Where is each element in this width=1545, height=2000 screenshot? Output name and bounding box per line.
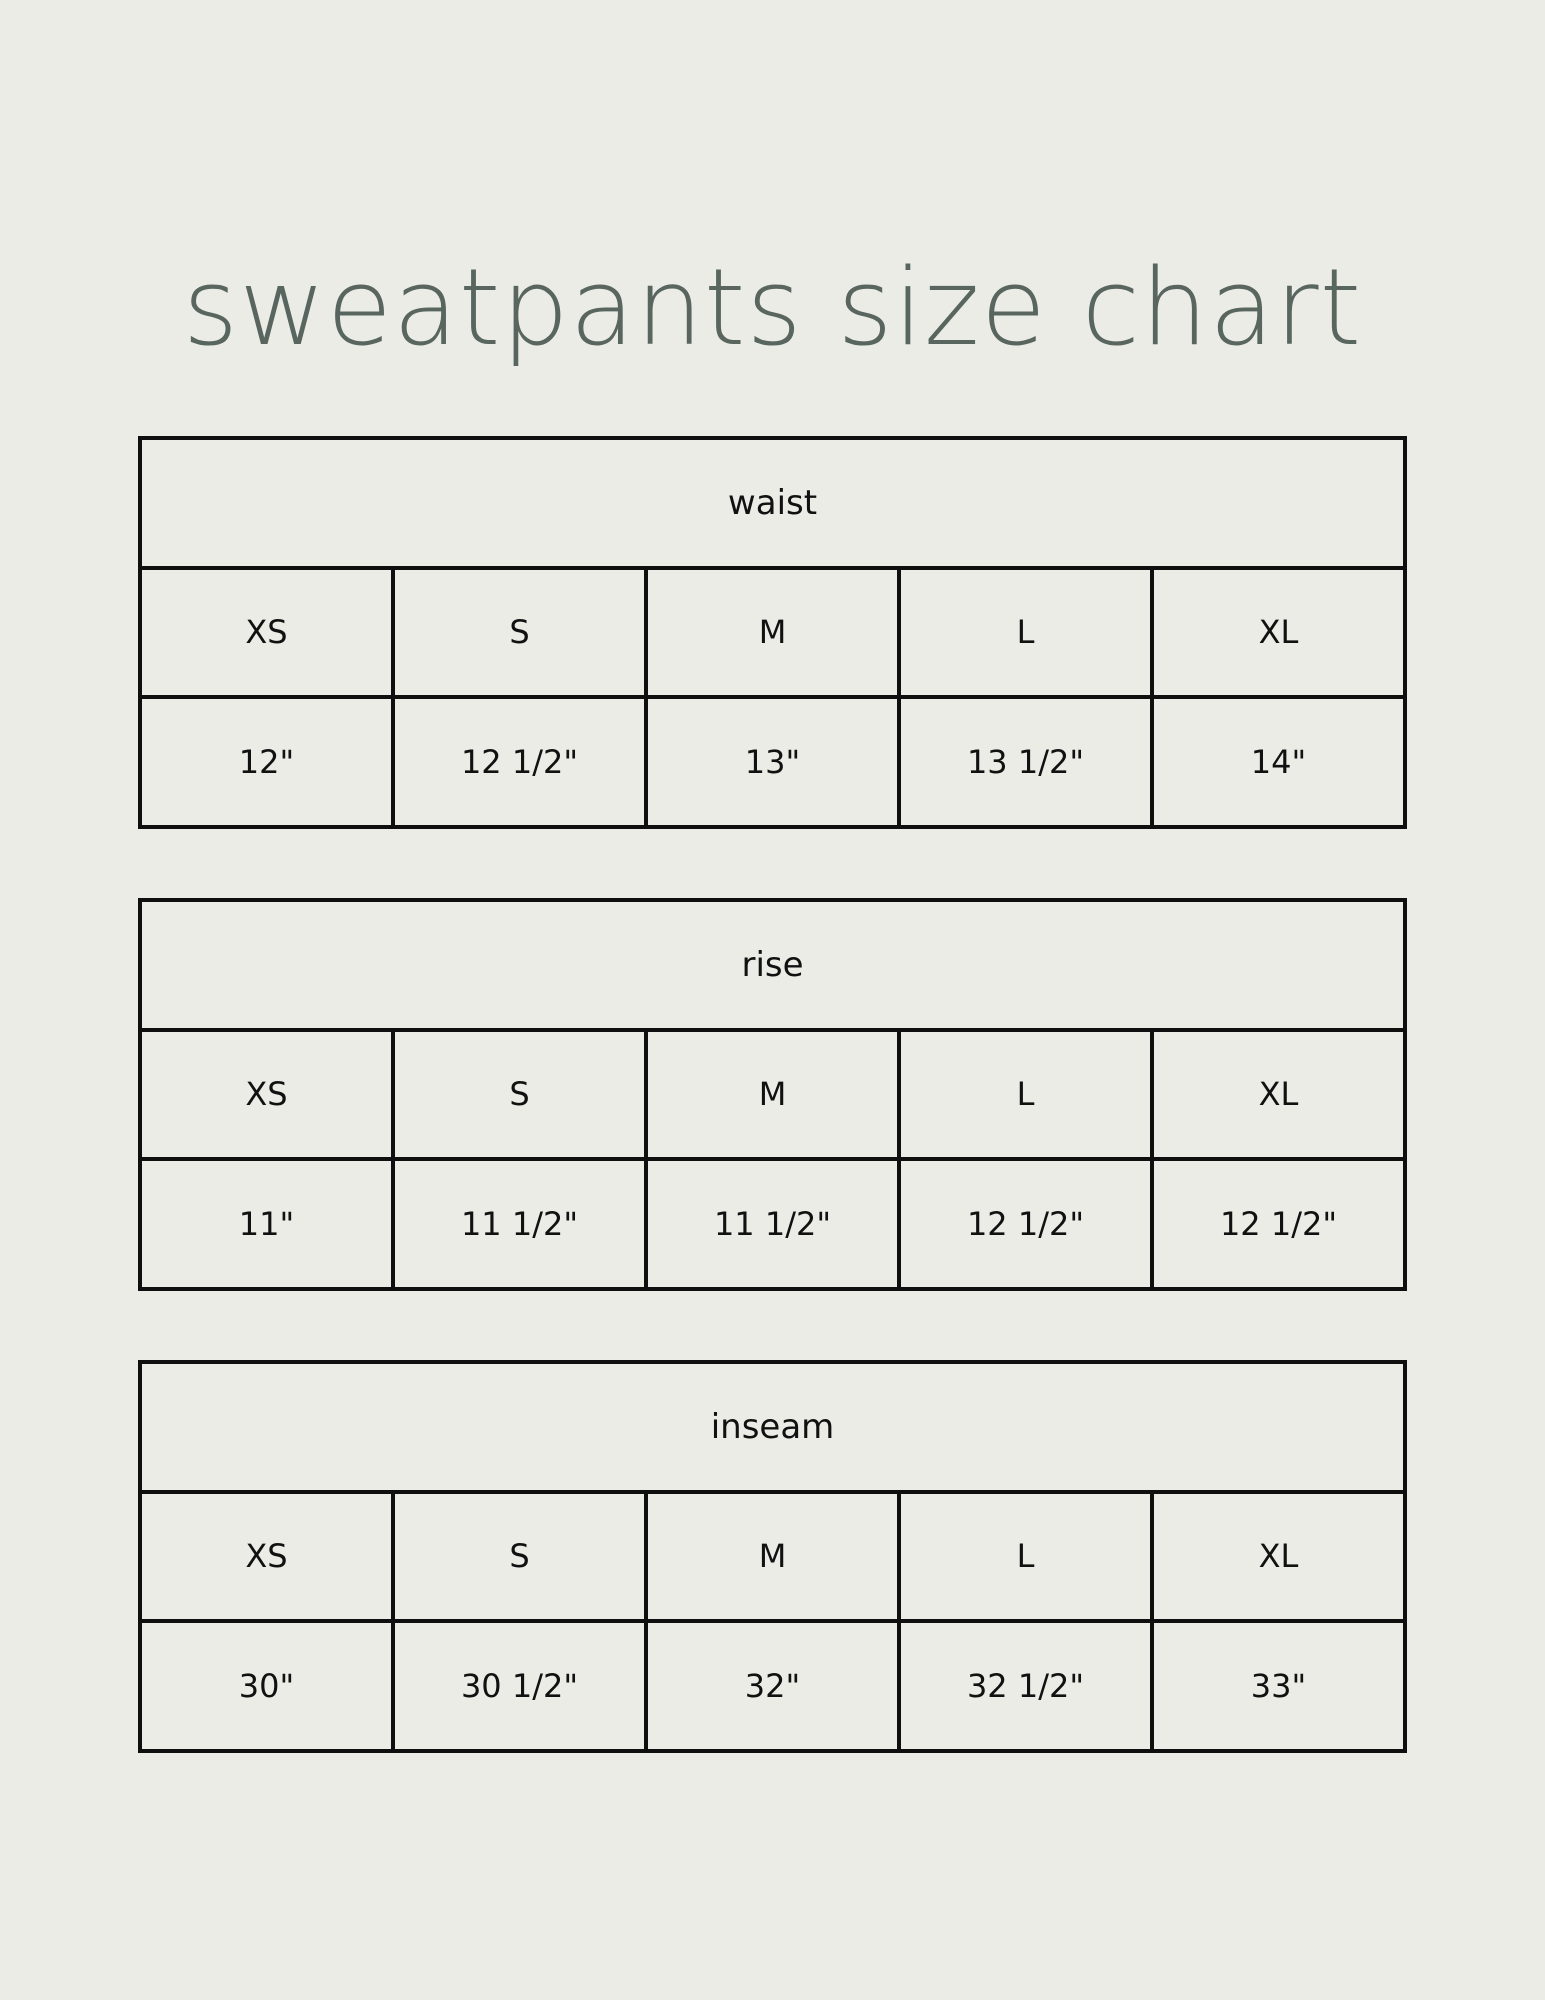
size-label-m: M bbox=[646, 1030, 899, 1160]
rise-value-xs: 11" bbox=[140, 1159, 393, 1289]
measurement-row bbox=[140, 1621, 1405, 1751]
size-label-l: L bbox=[899, 568, 1152, 698]
rise-value-xl: 12 1/2" bbox=[1152, 1159, 1405, 1289]
rise-size-table bbox=[138, 898, 1407, 1291]
measure-header-waist: waist bbox=[140, 438, 1405, 568]
waist-size-table bbox=[138, 436, 1407, 829]
size-label-xl: XL bbox=[1152, 1492, 1405, 1622]
inseam-value-l: 32 1/2" bbox=[899, 1621, 1152, 1751]
size-label-xs: XS bbox=[140, 568, 393, 698]
size-label-row bbox=[140, 1492, 1405, 1622]
size-label-m: M bbox=[646, 568, 899, 698]
rise-value-s: 11 1/2" bbox=[393, 1159, 646, 1289]
size-label-row bbox=[140, 1030, 1405, 1160]
size-label-s: S bbox=[393, 568, 646, 698]
page-title: sweatpants size chart bbox=[182, 246, 1363, 369]
waist-value-s: 12 1/2" bbox=[393, 697, 646, 827]
size-label-xl: XL bbox=[1152, 1030, 1405, 1160]
inseam-value-m: 32" bbox=[646, 1621, 899, 1751]
table-header-row bbox=[140, 900, 1405, 1030]
waist-value-l: 13 1/2" bbox=[899, 697, 1152, 827]
size-label-s: S bbox=[393, 1030, 646, 1160]
inseam-value-xs: 30" bbox=[140, 1621, 393, 1751]
size-label-m: M bbox=[646, 1492, 899, 1622]
waist-value-m: 13" bbox=[646, 697, 899, 827]
size-label-xs: XS bbox=[140, 1492, 393, 1622]
size-label-xl: XL bbox=[1152, 568, 1405, 698]
measurement-row bbox=[140, 697, 1405, 827]
measurement-row bbox=[140, 1159, 1405, 1289]
measure-header-inseam: inseam bbox=[140, 1362, 1405, 1492]
measure-header-rise: rise bbox=[140, 900, 1405, 1030]
inseam-size-table bbox=[138, 1360, 1407, 1753]
inseam-value-s: 30 1/2" bbox=[393, 1621, 646, 1751]
waist-value-xl: 14" bbox=[1152, 697, 1405, 827]
rise-value-m: 11 1/2" bbox=[646, 1159, 899, 1289]
table-header-row bbox=[140, 438, 1405, 568]
inseam-value-xl: 33" bbox=[1152, 1621, 1405, 1751]
size-label-l: L bbox=[899, 1030, 1152, 1160]
size-label-l: L bbox=[899, 1492, 1152, 1622]
size-label-s: S bbox=[393, 1492, 646, 1622]
size-label-row bbox=[140, 568, 1405, 698]
rise-value-l: 12 1/2" bbox=[899, 1159, 1152, 1289]
size-label-xs: XS bbox=[140, 1030, 393, 1160]
waist-value-xs: 12" bbox=[140, 697, 393, 827]
table-header-row bbox=[140, 1362, 1405, 1492]
